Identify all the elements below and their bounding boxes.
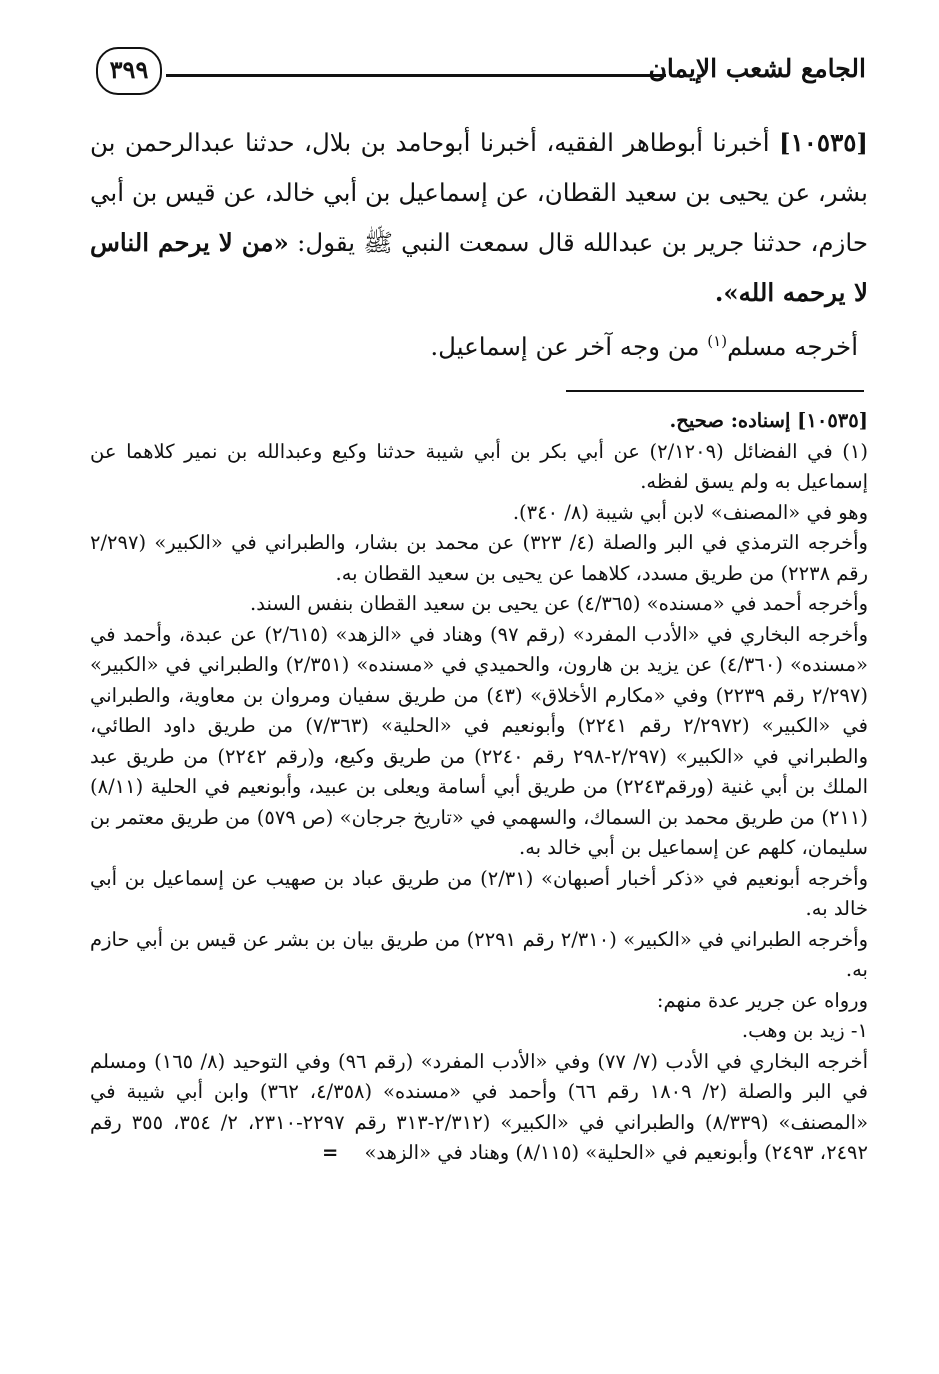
header-rule [166, 74, 666, 77]
takhrij-note [90, 322, 868, 372]
takhrij-note-before: أخرجه مسلم [727, 332, 858, 361]
main-text [90, 118, 868, 372]
takhrij-note-after: من وجه آخر عن إسماعيل. [430, 332, 700, 361]
footnote-paragraph-text: أخرجه البخاري في الأدب (٧/ ٧٧) وفي «الأدب المفرد» (رقم ٩٦) وفي التوحيد (٨/ ١٦٥) ومسلم في البر والصلة (٢/ ١٨٠٩ رقم ٦٦) وأحمد في «مسنده» (٤/٣٥٨، ٣٦٢) وابن أبي شيبة في «المصنف» (٨/٣٣٩) والطبراني في «الكبير» (٢/٣١٢-٣١٣ رقم ٢٢٩٧-٢٣١٠، ٢/ ٣٥٤، ٣٥٥ رقم ٢٤٩٢، ٢٤٩٣) وأبونعيم في «الحلية» (٨/١١٥) وهناد في «الزهد» [90, 1049, 869, 1164]
footnote-paragraph: وهو في «المصنف» لابن أبي شيبة (٨/ ٣٤٠). [512, 500, 868, 524]
footnote-paragraph: ورواه عن جرير عدة منهم: [656, 988, 868, 1012]
footnote-paragraph: وأخرجه أبونعيم في «ذكر أخبار أصبهان» (٢/٣١) من طريق عباد بن صهيب عن إسماعيل بن أبي خالد به. [90, 866, 868, 920]
footnote-reference: (١) [707, 331, 728, 350]
footnote-paragraph: وأخرجه الترمذي في البر والصلة (٤/ ٣٢٣) عن محمد بن بشار، والطبراني في «الكبير» (٢/٢٩٧ رقم ٢٢٣٨) من طريق مسدد، كلاهما عن يحيى بن سعيد القطان به. [90, 531, 868, 585]
footnote-title: [١٠٥٣٥] إسناده: صحيح. [669, 409, 868, 432]
footnote-paragraph: وأخرجه البخاري في «الأدب المفرد» (رقم ٩٧) وهناد في «الزهد» (٢/٦١٥) عن عبدة، وأحمد في «مسنده» (٤/٣٦٠) عن يزيد بن هارون، والحميدي في «مسنده» (٢/٣٥١) والطبراني في «الكبير» (٢/٢٩٧ رقم ٢٢٣٩) وفي «مكارم الأخلاق» (٤٣) من طريق سفيان ومروان بن معاوية، والطبراني في «الكبير» (٢/٢٩٧٢ رقم ٢٢٤١) وأبونعيم في «الحلية» (٧/٣٦٣) من طريق داود الطائي، والطبراني في «الكبير» (٢/٢٩٧-٢٩٨ رقم ٢٢٤٠) من طريق وكيع، و(رقم ٢٢٤٢) من طريق عبد الملك بن أبي غنية (ورقم٢٢٤٣) من طريق أبي أسامة ويعلى بن عبيد، وأبونعيم في الحلية (٨/١١) (٢١١) من طريق محمد بن السماك، والسهمي في «تاريخ جرجان» (ص ٥٧٩) من طريق معتمر بن سليمان، كلهم عن إسماعيل بن أبي خالد به. [90, 622, 868, 859]
running-title: الجامع لشعب الإيمان [648, 54, 866, 83]
continuation-mark: = [321, 1141, 339, 1164]
footnote-paragraph: وأخرجه أحمد في «مسنده» (٤/٣٦٥) عن يحيى بن سعيد القطان بنفس السند. [250, 592, 868, 615]
footnote-separator [566, 390, 864, 392]
page-header [96, 42, 866, 102]
hadith-isnad: أخبرنا أبوطاهر الفقيه، أخبرنا أبوحامد بن بلال، حدثنا عبدالرحمن بن بشر، عن يحيى بن سعيد القطان، عن إسماعيل بن أبي خالد، عن قيس بن أبي حازم، حدثنا جرير بن عبدالله قال سمعت النبي ﷺ يقول: [90, 128, 868, 257]
footnote-paragraph: وأخرجه الطبراني في «الكبير» (٢/٣١٠ رقم ٢٢٩١) من طريق بيان بن بشر عن قيس بن أبي حازم به. [90, 927, 868, 981]
footnote-paragraph-last [90, 1047, 868, 1169]
hadith-matn: «من لا يرحم الناس لا يرحمه الله». [90, 228, 868, 307]
footnote-paragraph: ١- زيد بن وهب. [741, 1019, 868, 1042]
footnotes [90, 406, 868, 1169]
page-number: ٣٩٩ [96, 47, 162, 95]
footnote-paragraph: (١) في الفضائل (٢/١٢٠٩) عن أبي بكر بن أبي شيبة حدثنا وكيع وعبدالله بن نمير كلاهما عن إسماعيل به ولم يسق لفظه. [90, 439, 868, 493]
hadith-number: [١٠٥٣٥] [779, 128, 868, 157]
hadith-paragraph [90, 118, 868, 318]
